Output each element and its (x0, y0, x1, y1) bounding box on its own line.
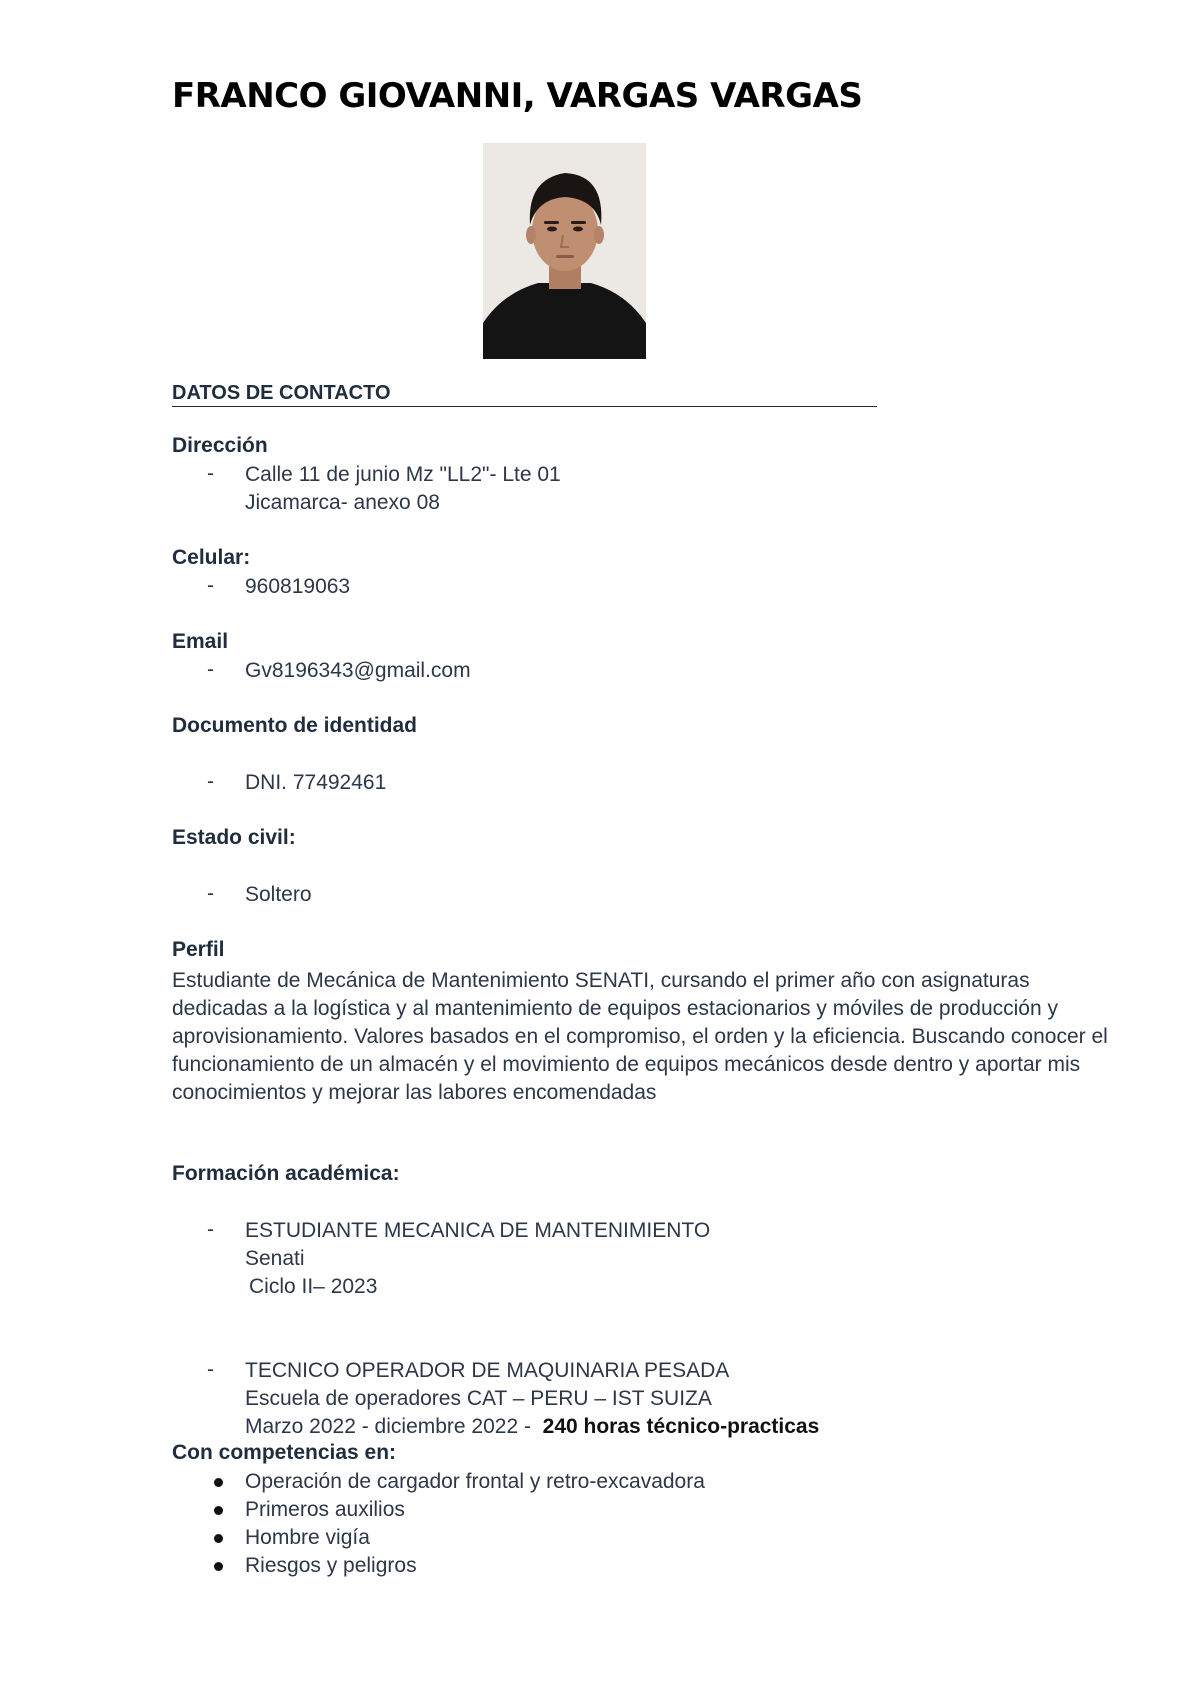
skill-item-2: Primeros auxilios (245, 1498, 405, 1521)
id-doc-value: DNI. 77492461 (245, 771, 387, 794)
address-line-1: Calle 11 de junio Mz "LL2"- Lte 01 (245, 463, 561, 486)
profile-text: Estudiante de Mecánica de Mantenimiento SENATI, cursando el primer año con asignaturas dedicadas a la logística y al mantenimiento de equipos estacionarios y móviles de producción y aprovisionamiento. Valores basados en el compromiso, el orden y la eficiencia. Buscando conocer el funcionamiento de un almacén y el movimiento de equipos mecánicos desde dentro y aportar mis conocimientos y mejorar las labores encomendadas (172, 969, 1108, 1104)
id-doc-label: Documento de identidad (172, 714, 418, 737)
skills-label: Con competencias en: (172, 1441, 397, 1464)
civil-status-label: Estado civil: (172, 826, 296, 849)
education-label: Formación académica: (172, 1162, 400, 1185)
contact-section-header: DATOS DE CONTACTO (172, 382, 877, 407)
skill-item-3: Hombre vigía (245, 1526, 370, 1549)
education-item-2-period-line (245, 1413, 819, 1441)
address-line-2: Jicamarca- anexo 08 (245, 491, 440, 514)
bullet-icon (214, 1506, 223, 1515)
bullet-icon (214, 1534, 223, 1543)
education-item-2-dash: - (207, 1358, 214, 1381)
id-doc-dash: - (207, 770, 214, 793)
address-dash: - (207, 462, 214, 485)
education-item-2-title: TECNICO OPERADOR DE MAQUINARIA PESADA (245, 1359, 730, 1382)
candidate-name: FRANCO GIOVANNI, VARGAS VARGAS (172, 76, 863, 116)
civil-status-dash: - (207, 882, 214, 905)
bullet-icon (214, 1478, 223, 1487)
education-item-1-period: Ciclo II– 2023 (249, 1275, 378, 1298)
phone-dash: - (207, 574, 214, 597)
education-item-1-school: Senati (245, 1247, 305, 1270)
phone-label: Celular: (172, 546, 251, 569)
civil-status-value: Soltero (245, 883, 312, 906)
profile-label: Perfil (172, 938, 225, 961)
education-item-2-hours: 240 horas técnico-practicas (542, 1415, 820, 1438)
phone-value: 960819063 (245, 575, 351, 598)
email-value: Gv8196343@gmail.com (245, 659, 471, 682)
profile-photo-image (483, 143, 646, 359)
email-dash: - (207, 658, 214, 681)
education-item-1-dash: - (207, 1218, 214, 1241)
education-item-1-title: ESTUDIANTE MECANICA DE MANTENIMIENTO (245, 1219, 711, 1242)
education-item-2-period: Marzo 2022 - diciembre 2022 - (245, 1415, 531, 1438)
skill-item-1: Operación de cargador frontal y retro-excavadora (245, 1470, 705, 1493)
address-label: Dirección (172, 434, 268, 457)
skill-item-4: Riesgos y peligros (245, 1554, 417, 1577)
bullet-icon (214, 1562, 223, 1571)
profile-photo (483, 143, 646, 359)
email-label: Email (172, 630, 229, 653)
education-item-2-school: Escuela de operadores CAT – PERU – IST SUIZA (245, 1387, 712, 1410)
